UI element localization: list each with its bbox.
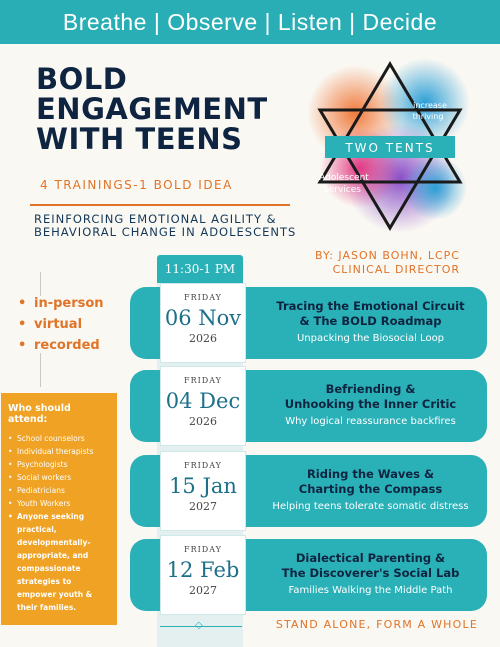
session-date — [160, 283, 246, 363]
diamond-icon: ◇ — [195, 620, 203, 631]
mode-item: • virtual — [16, 314, 104, 335]
mode-item: • recorded — [16, 335, 104, 356]
two-tents-logo — [300, 58, 480, 238]
logo-word-services: Services — [323, 185, 361, 195]
attend-item: • School counselors — [8, 432, 110, 445]
session-subtitle: Helping teens tolerate somatic distress — [272, 501, 469, 512]
attend-item: • Youth Workers — [8, 497, 110, 510]
subtitle-line-1: REINFORCING EMOTIONAL AGILITY & — [34, 212, 277, 226]
title-line-2: ENGAGEMENT — [36, 92, 268, 126]
attend-item: • Psychologists — [8, 458, 110, 471]
session-year: 2026 — [189, 332, 217, 345]
session-date — [160, 535, 246, 615]
session-title-line-2: & The BOLD Roadmap — [299, 314, 442, 328]
logo-word-thriving: thriving — [412, 112, 444, 121]
title-line-1: BOLD — [36, 62, 128, 96]
logo-word-adolescent: Adolescent — [319, 173, 369, 183]
session-title-line-2: Unhooking the Inner Critic — [284, 397, 457, 411]
session-subtitle: Unpacking the Biosocial Loop — [296, 333, 445, 344]
title-line-3: WITH TEENS — [36, 122, 243, 156]
attend-heading: Who should attend: — [8, 403, 71, 425]
subtitle — [34, 213, 334, 239]
session-year: 2027 — [189, 500, 217, 513]
header-banner: Breathe | Observe | Listen | Decide — [0, 0, 500, 44]
session-title-line-1: Riding the Waves & — [306, 467, 435, 481]
attend-item: • Individual therapists — [8, 445, 110, 458]
session-day: FRIDAY — [184, 376, 222, 385]
session-subtitle: Why logical reassurance backfires — [285, 416, 456, 427]
session-title — [258, 551, 483, 581]
session-date — [160, 366, 246, 446]
author-role: CLINICAL DIRECTOR — [332, 263, 460, 276]
attend-list — [8, 432, 110, 614]
attend-item: • Pediatricians — [8, 484, 110, 497]
author — [315, 249, 460, 277]
session-card-1 — [130, 287, 487, 359]
session-title-line-2: Charting the Compass — [298, 482, 443, 496]
session-title-line-2: The Discoverer's Social Lab — [281, 566, 460, 580]
session-title — [258, 382, 483, 412]
session-day-month: 15 Jan — [169, 474, 237, 498]
tagline: 4 TRAININGS-1 BOLD IDEA — [40, 178, 233, 192]
session-subtitle: Families Walking the Middle Path — [288, 585, 453, 596]
decorative-line — [40, 353, 41, 387]
page-title — [36, 64, 306, 154]
session-year: 2026 — [189, 415, 217, 428]
session-day: FRIDAY — [184, 545, 222, 554]
delivery-modes — [16, 293, 104, 356]
session-day-month: 04 Dec — [165, 389, 241, 413]
mode-item: • in-person — [16, 293, 104, 314]
logo-word-increase: increase — [413, 101, 447, 110]
session-title — [258, 299, 483, 329]
divider — [30, 204, 290, 206]
session-date — [160, 451, 246, 531]
session-title — [258, 467, 483, 497]
attend-item-anyone: • Anyone seeking practical, developmentally-appropriate, and compassionate strategies to empower youth & their families. — [8, 510, 110, 614]
session-day-month: 06 Nov — [164, 306, 242, 330]
session-title-line-1: Tracing the Emotional Circuit — [276, 299, 465, 313]
session-day-month: 12 Feb — [166, 558, 240, 582]
session-day: FRIDAY — [184, 461, 222, 470]
footer-slogan: STAND ALONE, FORM A WHOLE — [275, 618, 478, 631]
logo-name: TWO TENTS — [345, 141, 435, 155]
session-title-line-1: Dialectical Parenting & — [295, 551, 446, 565]
who-should-attend-box — [1, 393, 117, 625]
author-name: BY: JASON BOHN, LCPC — [315, 249, 460, 262]
session-title-line-1: Befriending & — [325, 382, 416, 396]
subtitle-line-2: BEHAVIORAL CHANGE IN ADOLESCENTS — [34, 225, 297, 239]
session-day: FRIDAY — [184, 293, 222, 302]
session-card-2 — [130, 370, 487, 442]
session-card-4 — [130, 539, 487, 611]
time-badge: 11:30-1 PM — [157, 255, 243, 283]
session-card-3 — [130, 455, 487, 527]
session-year: 2027 — [189, 584, 217, 597]
attend-item: • Social workers — [8, 471, 110, 484]
